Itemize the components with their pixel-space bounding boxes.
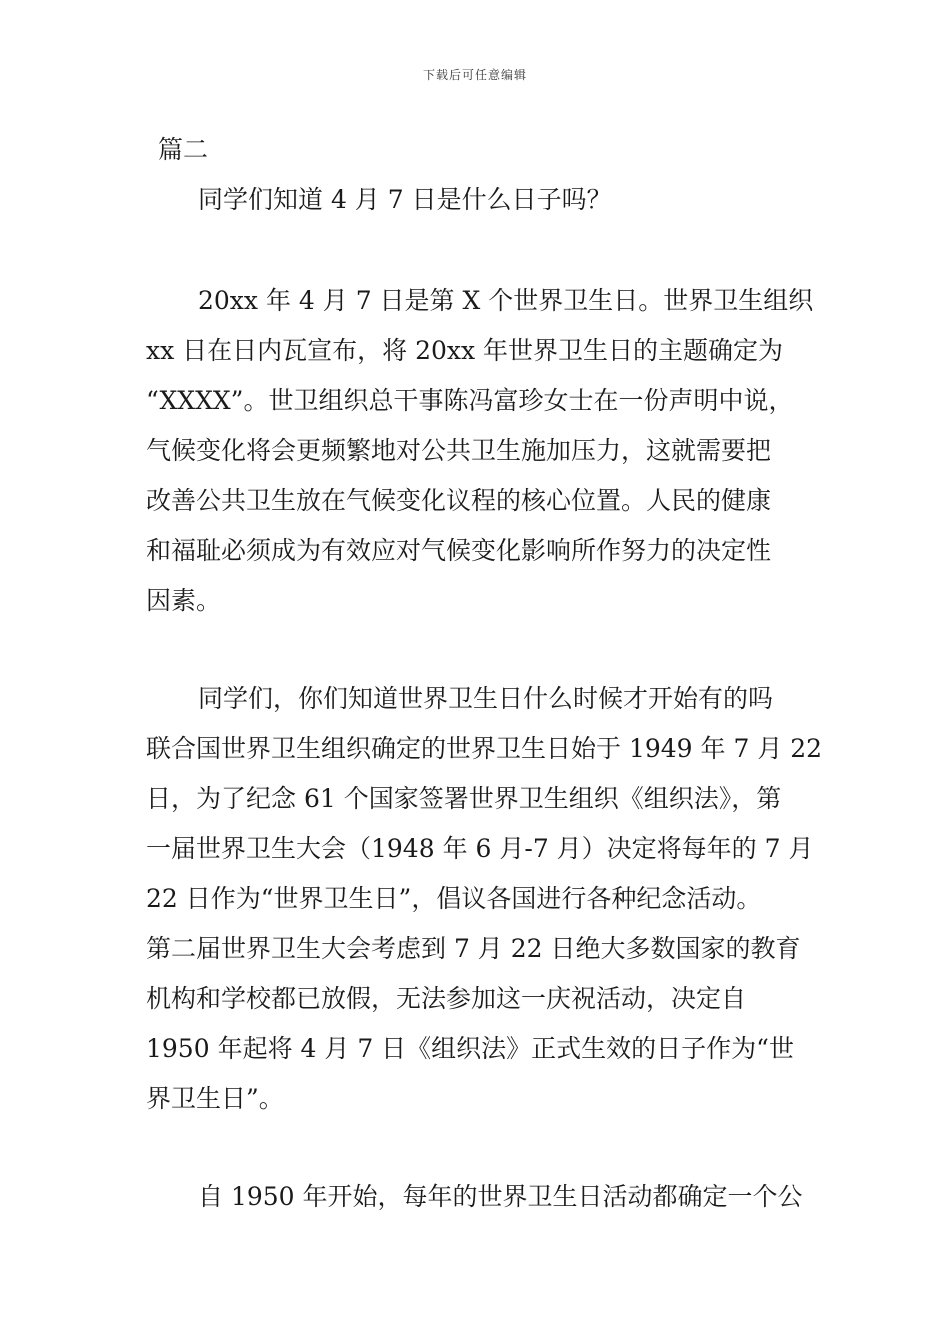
paragraph-line: 1950 年起将 4 月 7 日《组织法》正式生效的日子作为“世: [146, 1034, 794, 1063]
paragraph-line: 同学们知道 4 月 7 日是什么日子吗？: [198, 185, 612, 214]
paragraph-world-health-day-theme: [146, 276, 814, 626]
section-title: 篇二: [158, 135, 209, 164]
paragraph-line: 同学们，你们知道世界卫生日什么时候才开始有的吗: [198, 684, 774, 713]
paragraph-line: 机构和学校都已放假，无法参加这一庆祝活动，决定自: [146, 984, 747, 1013]
paragraph-line: 自 1950 年开始，每年的世界卫生日活动都确定一个公: [198, 1182, 803, 1211]
paragraph-line: 改善公共卫生放在气候变化议程的核心位置。人民的健康: [146, 486, 772, 515]
paragraph-history: [146, 674, 823, 1124]
paragraph-line: 界卫生日”。: [146, 1084, 284, 1113]
paragraph-since-1950: [146, 1172, 810, 1222]
paragraph-line: 22 日作为“世界卫生日”，倡议各国进行各种纪念活动。: [146, 884, 762, 913]
paragraph-line: 一届世界卫生大会（1948 年 6 月-7 月）决定将每年的 7 月: [146, 834, 814, 863]
paragraph-line: “XXXX”。世卫组织总干事陈冯富珍女士在一份声明中说，: [146, 386, 794, 415]
header-note: 下载后可任意编辑: [422, 68, 527, 82]
paragraph-line: xx 日在日内瓦宣布，将 20xx 年世界卫生日的主题确定为: [146, 336, 784, 365]
paragraph-line: 气候变化将会更频繁地对公共卫生施加压力，这就需要把: [146, 436, 772, 465]
paragraph-line: 联合国世界卫生组织确定的世界卫生日始于 1949 年 7 月 22: [146, 734, 823, 763]
paragraph-line: 第二届世界卫生大会考虑到 7 月 22 日绝大多数国家的教育: [146, 934, 801, 963]
paragraph-line: 20xx 年 4 月 7 日是第 X 个世界卫生日。世界卫生组织: [198, 286, 814, 315]
paragraph-line: 和福耻必须成为有效应对气候变化影响所作努力的决定性: [146, 536, 772, 565]
paragraph-line: 日，为了纪念 61 个国家签署世界卫生组织《组织法》，第: [146, 784, 782, 813]
paragraph-line: 因素。: [146, 586, 222, 615]
paragraph-question: [146, 175, 810, 225]
